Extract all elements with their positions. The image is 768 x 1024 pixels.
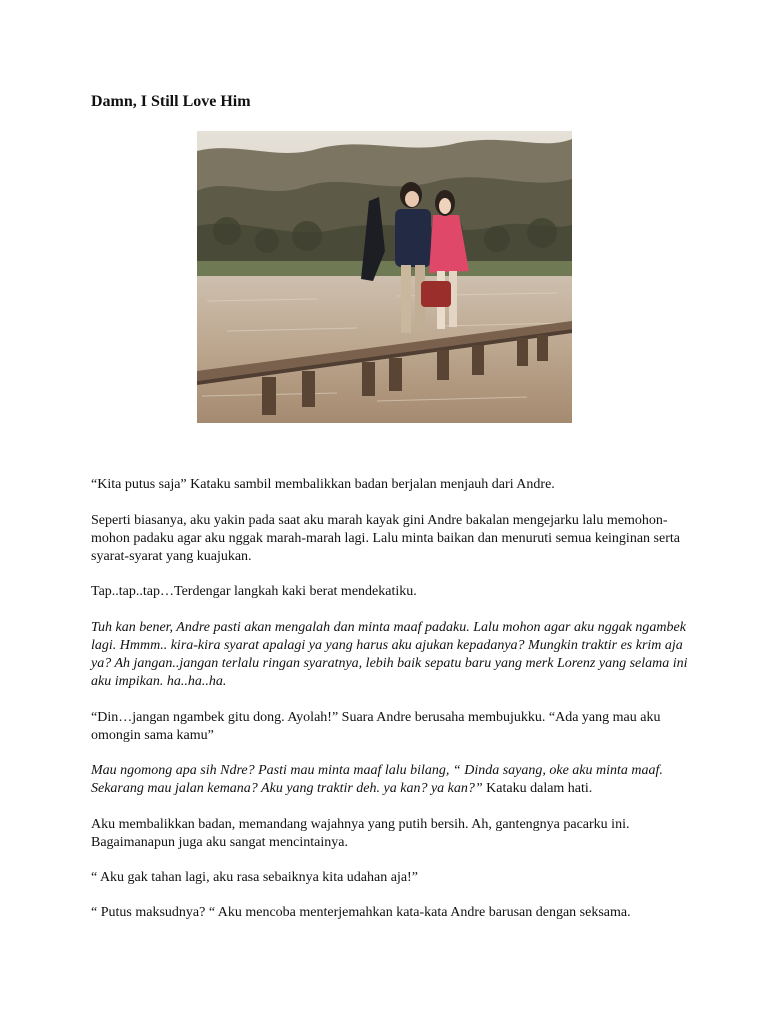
- paragraph-5: “Din…jangan ngambek gitu dong. Ayolah!” Suara Andre berusaha membujukku. “Ada yang mau aku omongin sama kamu”: [91, 710, 661, 743]
- paragraph-6: [91, 762, 691, 798]
- story-photo: [197, 131, 572, 423]
- paragraph-1: “Kita putus saja” Kataku sambil membalikkan badan berjalan menjauh dari Andre.: [91, 477, 555, 492]
- paragraph-9: “ Putus maksudnya? “ Aku mencoba menterjemahkan kata-kata Andre barusan dengan seksama.: [91, 905, 631, 920]
- photo-illustration: [197, 131, 572, 423]
- paragraph-6-inner-thought: Mau ngomong apa sih Ndre? Pasti mau minta maaf lalu bilang, “ Dinda sayang, oke aku minta maaf. Sekarang mau jalan kemana? Aku yang traktir deh. ya kan? ya kan?”: [91, 763, 663, 796]
- paragraph-3: Tap..tap..tap…Terdengar langkah kaki berat mendekatiku.: [91, 584, 417, 599]
- paragraph-2: Seperti biasanya, aku yakin pada saat aku marah kayak gini Andre bakalan mengejarku lalu memohon-mohon padaku agar aku nggak marah-marah lagi. Lalu minta baikan dan menuruti semua keinginan serta syarat-syarat yang kuajukan.: [91, 513, 680, 564]
- document-title: Damn, I Still Love Him: [91, 93, 251, 110]
- paragraph-7: Aku membalikkan badan, memandang wajahnya yang putih bersih. Ah, gantengnya pacarku ini. Bagaimanapun juga aku sangat mencintainya.: [91, 817, 630, 850]
- paragraph-4-inner-thought: Tuh kan bener, Andre pasti akan mengalah dan minta maaf padaku. Lalu mohon agar aku nggak ngambek lagi. Hmmm.. kira-kira syarat apalagi ya yang harus aku ajukan kepadanya? Mungkin traktir es krim aja ya? Ah jangan..jangan terlalu ringan syaratnya, lebih baik sepatu baru yang merk Lorenz yang selama ini aku impikan. ha..ha..ha.: [91, 620, 688, 689]
- paragraph-6-tail: Kataku dalam hati.: [482, 781, 593, 796]
- paragraph-8: “ Aku gak tahan lagi, aku rasa sebaiknya kita udahan aja!”: [91, 870, 418, 885]
